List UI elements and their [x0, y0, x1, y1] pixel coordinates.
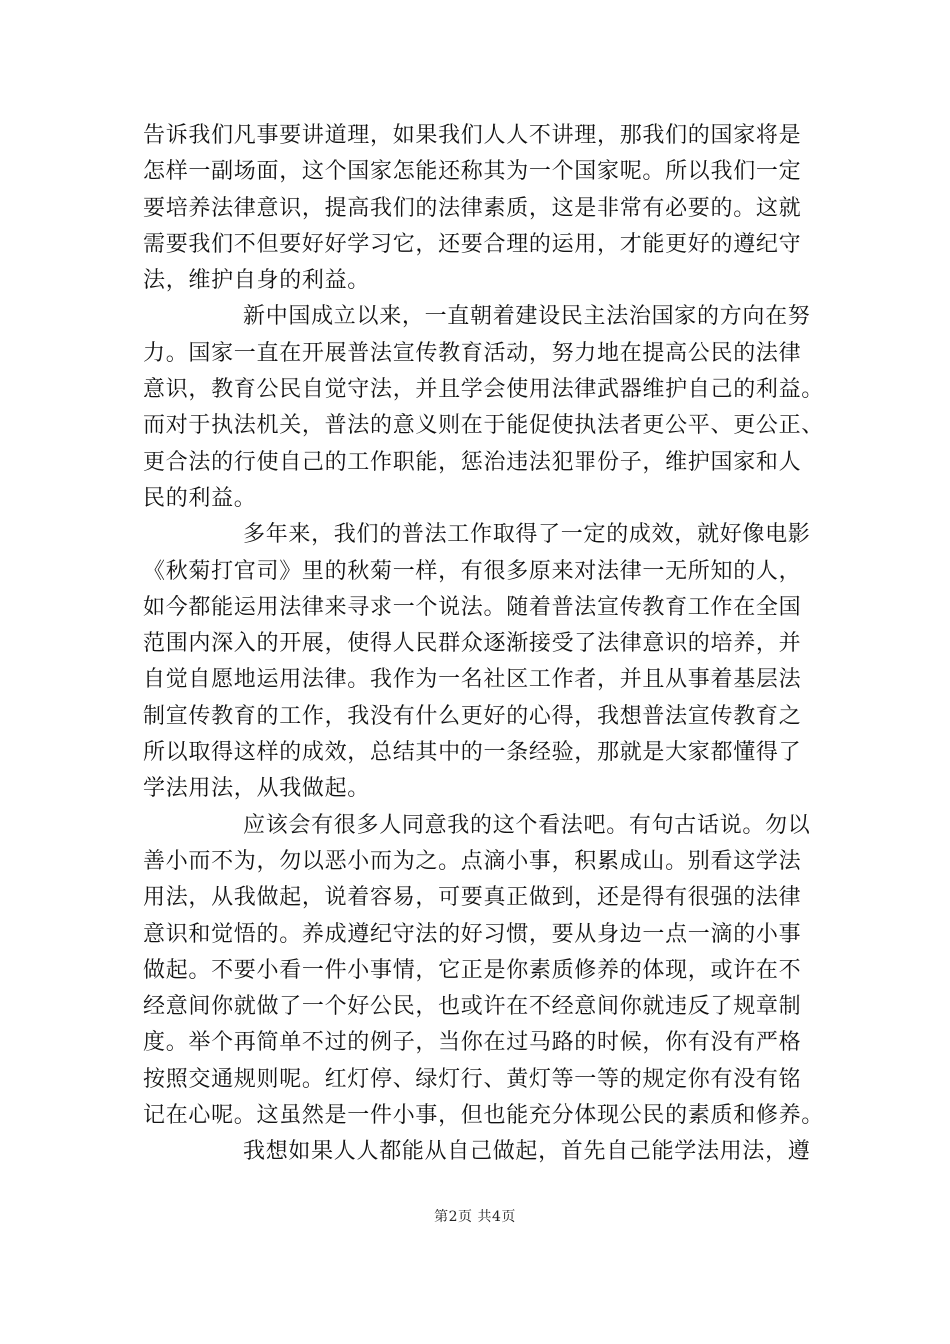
page-footer: [0, 1206, 950, 1226]
text-line: 更合法的行使自己的工作职能，惩治违法犯罪份子，维护国家和人: [143, 449, 802, 475]
paragraph-first-line: 我想如果人人都能从自己做起，首先自己能学法用法，遵: [243, 1139, 811, 1165]
paragraph-first-line: 多年来，我们的普法工作取得了一定的成效，就好像电影: [243, 522, 811, 548]
text-line: 要培养法律意识，提高我们的法律素质，这是非常有必要的。这就: [143, 195, 802, 221]
paragraph-first-line: 新中国成立以来，一直朝着建设民主法治国家的方向在努: [243, 304, 811, 330]
footer-prefix: 第: [434, 1209, 449, 1225]
text-line: 所以取得这样的成效，总结其中的一条经验，那就是大家都懂得了: [143, 740, 802, 766]
document-body: [143, 118, 825, 1171]
text-line: 如今都能运用法律来寻求一个说法。随着普法宣传教育工作在全国: [143, 594, 802, 620]
text-line: 力。国家一直在开展普法宣传教育活动，努力地在提高公民的法律: [143, 340, 802, 366]
text-line: 按照交通规则呢。红灯停、绿灯行、黄灯等一等的规定你有没有铭: [143, 1066, 802, 1092]
text-line: 意识，教育公民自觉守法，并且学会使用法律武器维护自己的利益。: [143, 377, 825, 403]
current-page-number: 2: [448, 1209, 459, 1225]
text-line: 用法，从我做起，说着容易，可要真正做到，还是得有很强的法律: [143, 885, 802, 911]
text-line: 度。举个再简单不过的例子，当你在过马路的时候，你有没有严格: [143, 1030, 802, 1056]
text-line: 善小而不为，勿以恶小而为之。点滴小事，积累成山。别看这学法: [143, 848, 802, 874]
text-line: 学法用法，从我做起。: [143, 776, 371, 802]
text-line: 法，维护自身的利益。: [143, 268, 371, 294]
text-line: 制宣传教育的工作，我没有什么更好的心得，我想普法宣传教育之: [143, 703, 802, 729]
paragraph-first-line: 应该会有很多人同意我的这个看法吧。有句古话说。勿以: [243, 812, 811, 838]
text-line: 记在心呢。这虽然是一件小事，但也能充分体现公民的素质和修养。: [143, 1103, 825, 1129]
footer-suffix: 页: [501, 1209, 516, 1225]
text-line: 民的利益。: [143, 485, 257, 511]
text-line: 《秋菊打官司》里的秋菊一样，有很多原来对法律一无所知的人，: [143, 558, 802, 584]
text-line: 经意间你就做了一个好公民，也或许在不经意间你就违反了规章制: [143, 994, 802, 1020]
text-line: 范围内深入的开展，使得人民群众逐渐接受了法律意识的培养，并: [143, 631, 802, 657]
text-line: 而对于执法机关，普法的意义则在于能促使执法者更公平、更公正、: [143, 413, 825, 439]
text-line: 怎样一副场面，这个国家怎能还称其为一个国家呢。所以我们一定: [143, 159, 802, 185]
text-line: 告诉我们凡事要讲道理，如果我们人人不讲理，那我们的国家将是: [143, 123, 802, 148]
text-line: 需要我们不但要好好学习它，还要合理的运用，才能更好的遵纪守: [143, 231, 802, 257]
text-line: 做起。不要小看一件小事情，它正是你素质修养的体现，或许在不: [143, 957, 802, 983]
total-pages-number: 4: [491, 1209, 502, 1225]
footer-middle: 页 共: [458, 1209, 492, 1225]
text-line: 意识和觉悟的。养成遵纪守法的好习惯，要从身边一点一滴的小事: [143, 921, 802, 947]
text-line: 自觉自愿地运用法律。我作为一名社区工作者，并且从事着基层法: [143, 667, 802, 693]
